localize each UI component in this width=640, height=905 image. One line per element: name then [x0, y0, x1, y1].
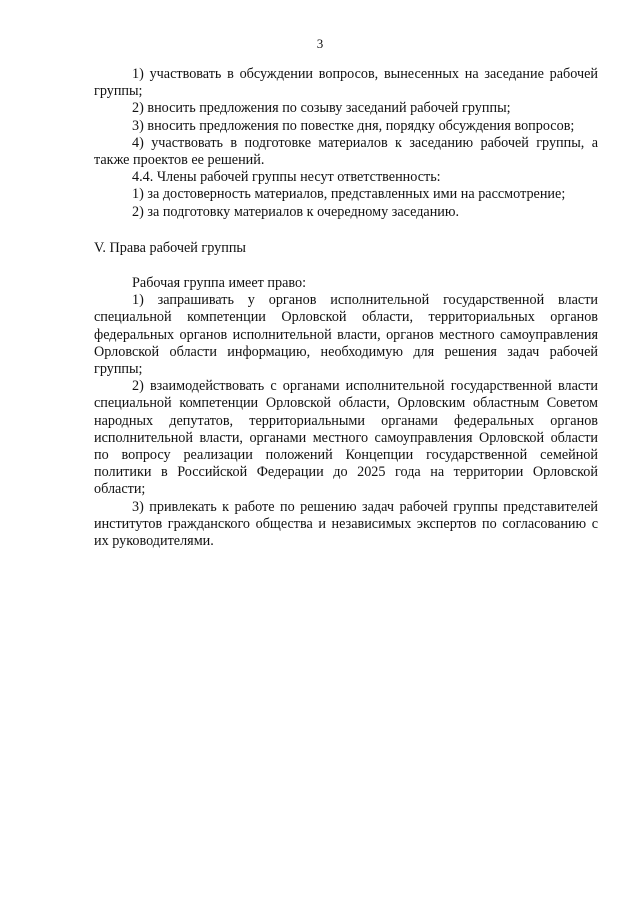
responsibility-item-1: 1) за достоверность материалов, представленных ими на рассмотрение; — [132, 186, 566, 203]
member-right-item-3: 3) вносить предложения по повестке дня, порядку обсуждения вопросов; — [132, 117, 575, 134]
right-item-3: 3) привлекать к работе по решению задач рабочей группы представителей институтов гражданского общества и независимых экспертов по согласованию с их руководителями. — [94, 498, 598, 550]
section-heading: V. Права рабочей группы — [94, 239, 246, 256]
right-item-2: 2) взаимодействовать с органами исполнительной государственной власти специальной компетенции Орловской области, Орловским областным Советом народных депутатов, территориальными органами федеральных органов исполнительной власти, органами местного самоуправления Орловской области по вопросу реализации положений Концепции государственной семейной политики в Российской Федерации до 2025 года на территории Орловской области; — [94, 378, 598, 498]
clause-4-4: 4.4. Члены рабочей группы несут ответственность: — [132, 169, 441, 186]
member-right-item-1: 1) участвовать в обсуждении вопросов, вынесенных на заседание рабочей группы; — [94, 66, 598, 100]
document-body — [94, 66, 598, 550]
responsibility-item-2: 2) за подготовку материалов к очередному заседанию. — [132, 203, 460, 220]
right-item-1: 1) запрашивать у органов исполнительной государственной власти специальной компетенции Орловской области, территориальных органов федеральных органов исполнительной власти, органов местного самоуправления Орловской области информацию, необходимую для решения задач рабочей группы; — [94, 292, 598, 378]
member-right-item-2: 2) вносить предложения по созыву заседаний рабочей группы; — [132, 100, 511, 117]
member-right-item-4: 4) участвовать в подготовке материалов к заседанию рабочей группы, а также проектов ее решений. — [94, 134, 598, 169]
page-number: 3 — [316, 36, 324, 51]
rights-intro: Рабочая группа имеет право: — [132, 275, 307, 292]
